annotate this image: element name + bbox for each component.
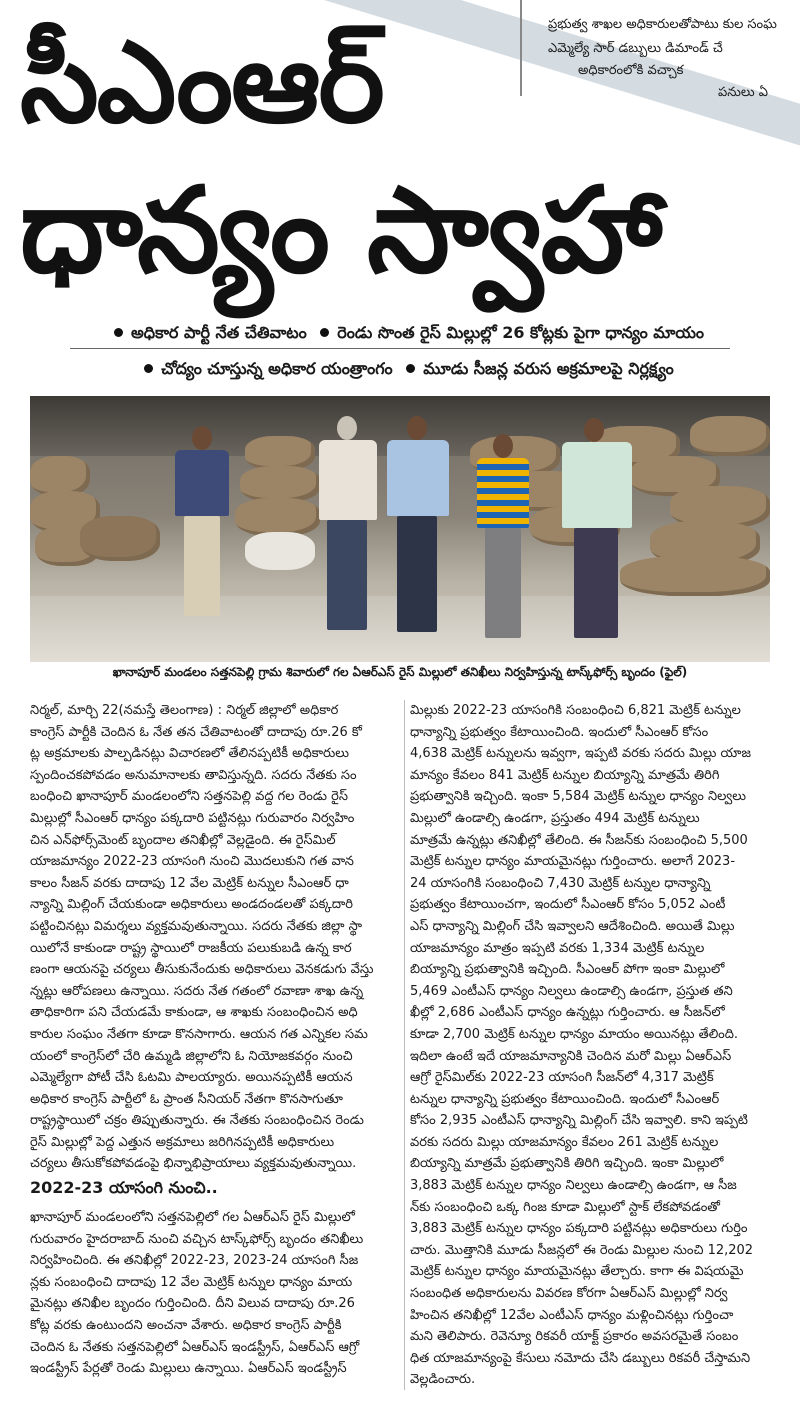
adjoining-story-line: ప్రభుత్వ శాఖల అధికారులతోపాటు కుల సంఘ [548,17,777,32]
body-line: మిల్లుకు 2022-23 యాసంగికి సంబంధించి 6,821 మెట్రిక్ టన్నుల [410,703,741,718]
body-line: తాధికారిగా పని చేయడమే కాకుండా, ఆ శాఖకు సంబంధించిన అధి [30,1005,358,1021]
body-line: టన్నుల ధాన్యాన్ని ప్రభుత్వం కేటాయించింది. ఇందులో సీఎంఆర్ [410,1091,720,1107]
bullet-icon [320,328,329,337]
body-line: 24 యాసంగికి సంబంధించి 7,430 మెట్రిక్ టన్నుల ధాన్యాన్ని [410,875,711,891]
body-line: ట్ల అక్రమాలకు పాల్పడినట్లు విచారణలో తేలినప్పటికీ అధికారులు [30,746,349,762]
body-line: 3,883 మెట్రిక్ టన్నుల ధాన్యం నిల్వలు ఉండాల్సి ఉండగా, ఆ సీజ [410,1178,737,1194]
bullet-icon [114,328,123,337]
body-line: బియ్యాన్ని ప్రభుత్వానికి ఇచ్చింది. సీఎంఆర్ పోగా ఇంకా మిల్లులో [410,962,725,978]
body-line: కూడా 2,700 మెట్రిక్ టన్నుల ధాన్యం మాయం అయినట్లు తేలింది. [410,1026,739,1042]
deck-item: రెండు సొంత రైస్ మిల్లుల్లో 26 కోట్లకు పైగా ధాన్యం మాయం [337,323,705,342]
article-column-left [30,700,405,1175]
body-line: చర్యలు తీసుకోకపోవడంపై భిన్నాభిప్రాయాలు వ్యక్తమవుతున్నాయి. [30,1156,357,1172]
body-line: మిల్లులో ఉండాల్సి ఉండగా, ప్రస్తుతం 494 మెట్రిక్ టన్నులు [410,810,700,826]
deck-item: మూడు సీజన్ల వరుస అక్రమాలపై నిర్లక్ష్యం [423,359,674,378]
body-line: యాజమాన్యం 2022-23 యాసంగి నుంచి మొదలుకుని గత వాన [30,854,354,870]
deck-item: అధికార పార్టీ నేత చేతివాటం [130,323,307,342]
body-line: మెట్రిక్ టన్నుల ధాన్యం మాయమైనట్లు తేల్చారు. కాగా ఈ విషయమై [410,1264,744,1280]
body-line: న్యాన్ని మిల్లింగ్ చేయకుండా అధికారులు అండదండలతో పక్కదారి [30,897,353,913]
body-line: యంలో కాంగ్రెస్‌లో చేరి ఉమ్మడి జిల్లాలోని ఓ నియోజకవర్గం నుంచి [30,1048,353,1064]
headline-line-1: సీఎంఆర్ [20,18,383,148]
body-line: రాష్ట్రస్థాయిలో చక్రం తిప్పుతున్నారు. ఈ నేతకు సంబంధించిన రెండు [30,1113,364,1129]
deck-divider [70,348,730,349]
body-line: మని తెలిపారు. రెవెన్యూ రికవరీ యాక్ట్ ప్రకారం అవసరమైతే సంబం [410,1329,739,1345]
bullet-icon [406,364,415,373]
body-line: ఎస్ ధాన్యాన్ని మిల్లింగ్ చేసి ఇవ్వాలని ఆదేశించింది. అయితే మిల్లు [410,918,735,934]
body-line: కాలం సీజన్ వరకు దాదాపు 12 వేల మెట్రిక్ టన్నుల సీఎంఆర్ ధా [30,875,349,891]
body-line: నిర్మల్, మార్చి 22(నమస్తే తెలంగాణ) : నిర్మల్ జిల్లాలో అధికార [30,703,339,718]
bullet-icon [144,364,153,373]
body-line: చారు. మొత్తానికి మూడు సీజన్లలో ఈ రెండు మిల్లుల నుంచి 12,202 [410,1242,754,1258]
deck-line-1 [40,323,770,346]
body-line: ఆగ్రో రైస్‌మిల్‌కు 2022-23 యాసంగి సీజన్‌లో 4,317 మెట్రిక్ [410,1070,714,1086]
body-line: మెట్రిక్ టన్నుల ధాన్యం మాయమైనట్లు గుర్తించారు. అలాగే 2023- [410,854,736,870]
body-line: గురువారం హైదరాబాద్ నుంచి వచ్చిన టాస్క్‌ఫోర్స్ బృందం తనిఖీలు [30,1231,364,1247]
article-subhead: 2022-23 యాసంగి నుంచి.. [30,1178,218,1197]
photo-caption: ఖానాపూర్ మండలం సత్తనపెల్లి గ్రామ శివారులో గల ఏఆర్ఎస్ రైస్ మిల్లులో తనిఖీలు నిర్వహిస్తున్న టాస్క్‌ఫోర్స్ బృందం (ఫైల్) [112,665,688,679]
body-line: కోసం 2,935 ఎంటీఎస్ ధాన్యాన్ని మిల్లింగ్ చేసి ఇవ్వాలి. కాని ఇప్పటి [410,1113,748,1129]
article-column-left-2 [30,1207,405,1380]
body-line: రైస్ మిల్లుల్లో పెద్ద ఎత్తున అక్రమాలు జరిగినప్పటికీ అధికారులు [30,1134,335,1150]
body-line: బంధించి ఖానాపూర్ మండలంలోని సత్తనపెల్లి వద్ద గల రెండు రైస్ [30,789,348,805]
body-line: మిల్లుల్లో సీఎంఆర్ ధాన్యం పక్కదారి పట్టినట్లు గురువారం నిర్వహిం [30,810,355,826]
deck-item: చోద్యం చూస్తున్న అధికార యంత్రాంగం [161,359,393,378]
body-line: ఎమ్మెల్యేగా పోటీ చేసి ఓటమి పాలయ్యారు. అయినప్పటికీ ఆయన [30,1070,353,1086]
body-line: యాజమాన్యం మాత్రం ఇప్పటి వరకు 1,334 మెట్రిక్ టన్నుల [410,940,705,956]
body-line: వరకు సదరు మిల్లు యాజమాన్యం కేవలం 261 మెట్రిక్ టన్నుల [410,1134,719,1150]
body-line: ఇండస్ట్రీస్ పేర్లతో రెండు మిల్లులు ఉన్నాయి. ఏఆర్ఎస్ ఇండస్ట్రీస్ [30,1361,347,1377]
body-line: హించిన తనిఖీల్లో 12వేల ఎంటీఎస్ ధాన్యం మళ్లించినట్లు గుర్తించా [410,1307,734,1323]
body-line: చెందిన ఓ నేతకు సత్తనపెల్లిలో ఏఆర్ఎస్ ఇండస్ట్రీస్, ఏఆర్ఎస్ ఆగ్రో [30,1339,360,1355]
body-line: న్‌కు సంబంధించి ఒక్క గింజ కూడా మిల్లులో స్టాక్ లేకపోవడంతో [410,1199,720,1215]
body-line: నిర్వహించింది. ఈ తనిఖీల్లో 2022-23, 2023-24 యాసంగి సీజ [30,1253,359,1269]
article-column-right [410,700,790,1391]
body-line: యిలోనే కాకుండా రాష్ట్ర స్థాయిలో రాజకీయ పలుకుబడి ఉన్న కార [30,940,352,956]
body-line: చిన ఎన్‌ఫోర్స్‌మెంట్ బృందాల తనిఖీల్లో వెల్లడైంది. ఈ రైస్‌మిల్ [30,832,336,848]
body-line: 3,883 మెట్రిక్ టన్నుల ధాన్యం పక్కదారి పట్టినట్లు అధికారులు గుర్తిం [410,1221,748,1237]
column-divider [404,700,405,1390]
column-rule [520,0,522,96]
body-line: వెల్లడించారు. [410,1372,476,1388]
body-line: బియ్యాన్ని మాత్రమే ప్రభుత్వానికి తిరిగి ఇచ్చింది. ఇంకా మిల్లులో [410,1156,724,1172]
adjoining-story-line: అధికారంలోకి వచ్చాక [578,63,684,78]
body-line: ధాన్యాన్ని ప్రభుత్వం కేటాయించింది. ఇందులో సీఎంఆర్ కోసం [410,724,709,740]
headline-line-2: ధాన్యం స్వాహా [20,161,661,299]
body-line: మాత్రమే ఉన్నట్లు తనిఖీల్లో తేలింది. ఈ సీజన్‌కు సంబంధించి 5,500 [410,832,748,848]
body-line: ఖీల్లో 2,686 ఎంటీఎస్ ధాన్యం ఉన్నట్లు గుర్తించారు. ఆ సీజన్‌లో [410,1005,725,1021]
body-line: ఇదిలా ఉంటే ఇదే యాజమాన్యానికి చెందిన మరో మిల్లు ఏఆర్ఎస్ [410,1048,732,1064]
body-line: 5,469 ఎంటీఎస్ ధాన్యం నిల్వలు ఉండాల్సి ఉండగా, ప్రస్తుత తని [410,983,733,999]
body-line: మైనట్లు తనిఖీల బృందం గుర్తించింది. దీని విలువ దాదాపు రూ.26 [30,1296,355,1312]
body-line: అధికార కాంగ్రెస్ పార్టీలో ఓ ప్రాంత సీనియర్ నేతగా కొనసాగుతూ [30,1091,343,1107]
body-line: 4,638 మెట్రిక్ టన్నులను ఇవ్వగా, ఇప్పటి వరకు సదరు మిల్లు యాజ [410,746,751,762]
body-line: మాన్యం కేవలం 841 మెట్రిక్ టన్నుల బియ్యాన్ని మాత్రమే తిరిగి [410,767,720,783]
body-line: ణంగా ఆయనపై చర్యలు తీసుకునేందుకు అధికారులు వెనకడుగు వేస్తు [30,962,374,978]
body-line: ధిత యాజమాన్యంపై కేసులు నమోదు చేసి డబ్బులు రికవరీ చేస్తామని [410,1350,751,1366]
deck-line-2 [40,359,770,382]
adjoining-story-line: పనులు ఏ [718,85,768,100]
body-line: ప్రభుత్వానికి ఇచ్చింది. ఇంకా 5,584 మెట్రిక్ టన్నుల ధాన్యం నిల్వలు [410,789,746,805]
body-line: పట్టించినట్లు విమర్శలు వ్యక్తమవుతున్నాయి. సదరు నేతకు జిల్లా స్థా [30,918,363,934]
body-line: కోట్ల వరకు ఉంటుందని అంచనా వేశారు. అధికార కాంగ్రెస్ పార్టీకి [30,1317,342,1333]
body-line: స్పందించకపోవడం అనుమానాలకు తావిస్తున్నది. సదరు నేతకు సం [30,767,357,783]
body-line: ఖానాపూర్ మండలంలోని సత్తనపెల్లిలో గల ఏఆర్ఎస్ రైస్ మిల్లులో [30,1210,355,1225]
body-line: న్నట్లు ఆరోపణలు ఉన్నాయి. సదరు నేత గతంలో రవాణా శాఖ ఉన్న [30,983,364,999]
body-line: కాంగ్రెస్ పార్టీకి చెందిన ఓ నేత తన చేతివాటంతో దాదాపు రూ.26 కో [30,724,362,740]
news-photo [30,396,770,662]
body-line: న్లకు సంబంధించి దాదాపు 12 వేల మెట్రిక్ టన్నుల ధాన్యం మాయ [30,1274,353,1290]
body-line: ప్రభుత్వం కేటాయించగా, ఇందులో సీఎంఆర్ కోసం 5,052 ఎంటీ [410,897,726,913]
body-line: కారుల సంఘం నేతగా కూడా కొనసాగారు. ఆయన గత ఎన్నికల సమ [30,1026,368,1042]
adjoining-story-line: ఎమ్మెల్యే సార్ డబ్బులు డిమాండ్ చే [548,41,723,56]
body-line: సంబంధిత అధికారులను వివరణ కోరగా ఏఆర్ఎస్ మిల్లుల్లో నిర్వ [410,1286,728,1302]
